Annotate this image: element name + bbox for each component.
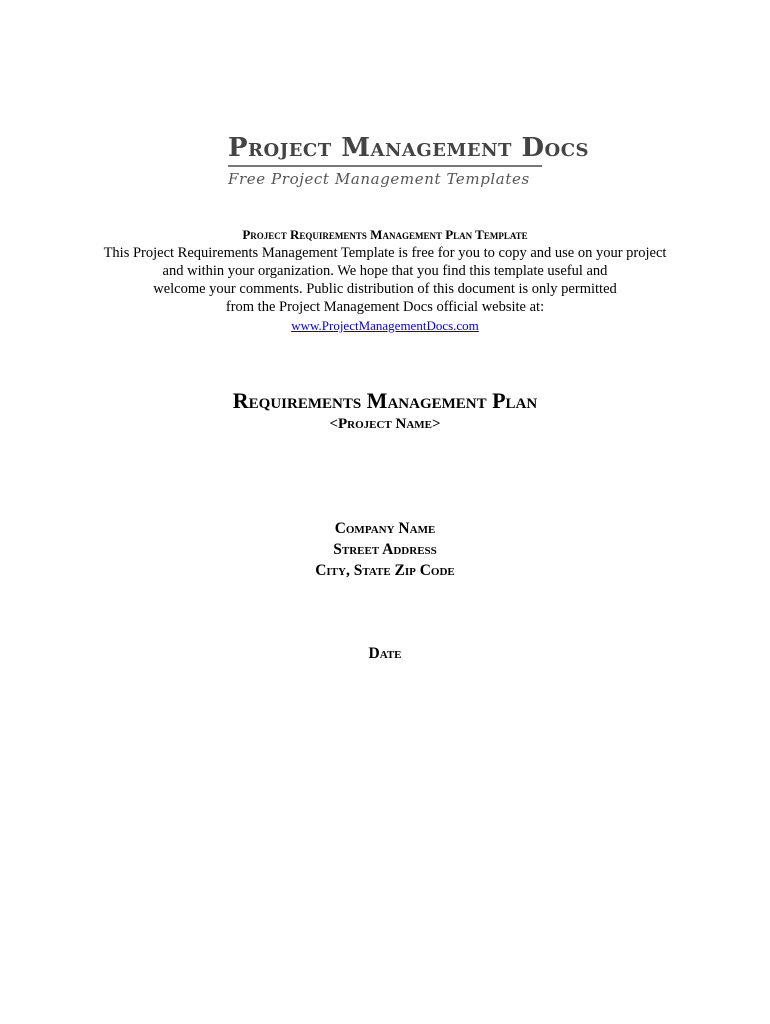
brand-logo (228, 133, 590, 188)
project-name: <Project Name> (329, 416, 441, 432)
notice-line-1: This Project Requirements Management Template is free for you to copy and use on your project (103, 245, 667, 261)
template-notice (0, 226, 770, 336)
street-address: Street Address (333, 541, 437, 558)
city-state-zip: City, State Zip Code (315, 562, 455, 579)
notice-line-4: from the Project Management Docs official website at: (225, 299, 545, 315)
company-block (0, 518, 770, 581)
notice-line-3: welcome your comments. Public distribution of this document is only permitted (153, 281, 617, 297)
notice-heading: Project Requirements Management Plan Template (242, 227, 528, 242)
logo-tagline: Free Project Management Templates (228, 170, 530, 188)
website-link[interactable]: www.ProjectManagementDocs.com (291, 318, 479, 333)
plan-title: Requirements Management Plan (232, 388, 538, 413)
notice-line-2: and within your organization. We hope that you find this template useful and (162, 263, 608, 279)
logo-title: Project Management Docs (228, 133, 590, 163)
company-name: Company Name (334, 520, 436, 537)
logo-divider (228, 165, 542, 167)
document-date: Date (368, 645, 402, 662)
